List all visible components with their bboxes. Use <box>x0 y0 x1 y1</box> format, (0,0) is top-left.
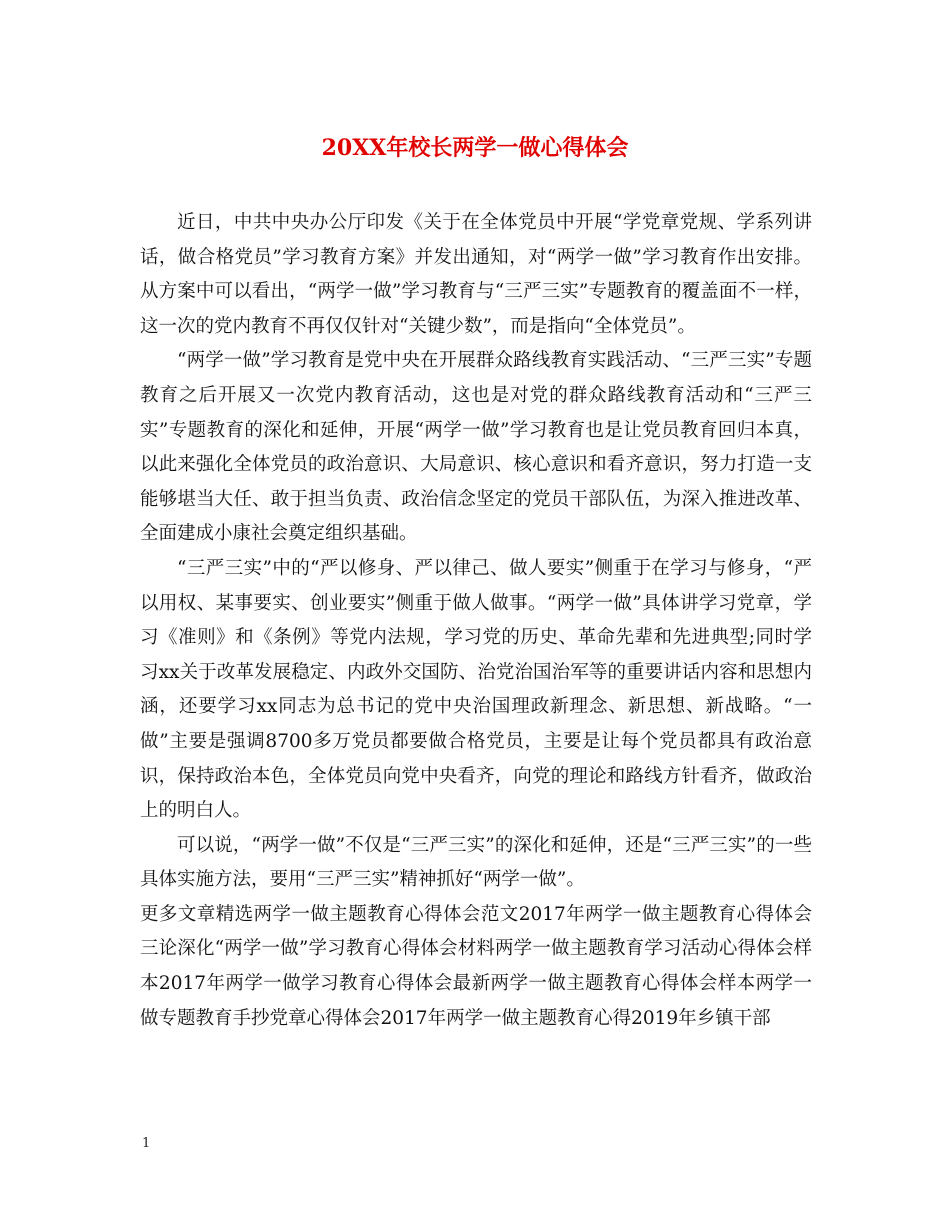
paragraph-3: “三严三实”中的“严以修身、严以律己、做人要实”侧重于在学习与修身，“严以用权、某事要实、创业要实”侧重于做人做事。“两学一做”具体讲学习党章，学习《准则》和《条例》等党内法规，学习党的历史、革命先辈和先进典型;同时学习xx关于改革发展稳定、内政外交国防、治党治国治军等的重要讲话内容和思想内涵，还要学习xx同志为总书记的党中央治国理政新理念、新思想、新战略。“一做”主要是强调8700多万党员都要做合格党员，主要是让每个党员都具有政治意识，保持政治本色，全体党员向党中央看齐，向党的理论和路线方针看齐，做政治上的明白人。 <box>140 557 812 822</box>
paragraph-4: 可以说，“两学一做”不仅是“三严三实”的深化和延伸，还是“三严三实”的一些具体实施方法，要用“三严三实”精神抓好“两学一做”。 <box>140 834 812 891</box>
paragraph-2: “两学一做”学习教育是党中央在开展群众路线教育实践活动、“三严三实”专题教育之后开展又一次党内教育活动，这也是对党的群众路线教育活动和“三严三实”专题教育的深化和延伸，开展“两学一做”学习教育也是让党员教育回归本真，以此来强化全体党员的政治意识、大局意识、核心意识和看齐意识，努力打造一支能够堪当大任、敢于担当负责、政治信念坚定的党员干部队伍，为深入推进改革、全面建成小康社会奠定组织基础。 <box>140 350 812 545</box>
paragraph-1: 近日，中共中央办公厅印发《关于在全体党员中开展“学党章党规、学系列讲话，做合格党员”学习教育方案》并发出通知，对“两学一做”学习教育作出安排。从方案中可以看出，“两学一做”学习教育与“三严三实”专题教育的覆盖面不一样，这一次的党内教育不再仅仅针对“关键少数”，而是指向“全体党员”。 <box>140 212 812 337</box>
document-title: 20XX年校长两学一做心得体会 <box>321 135 629 161</box>
page-number: 1 <box>142 1136 151 1151</box>
document-body <box>140 206 812 1036</box>
more-articles-text: 更多文章精选两学一做主题教育心得体会范文2017年两学一做主题教育心得体会三论深化“两学一做”学习教育心得体会材料两学一做主题教育学习活动心得体会样本2017年两学一做学习教育心得体会最新两学一做主题教育心得体会样本两学一做专题教育手抄党章心得体会2017年两学一做主题教育心得2019年乡镇干部 <box>140 903 812 1029</box>
